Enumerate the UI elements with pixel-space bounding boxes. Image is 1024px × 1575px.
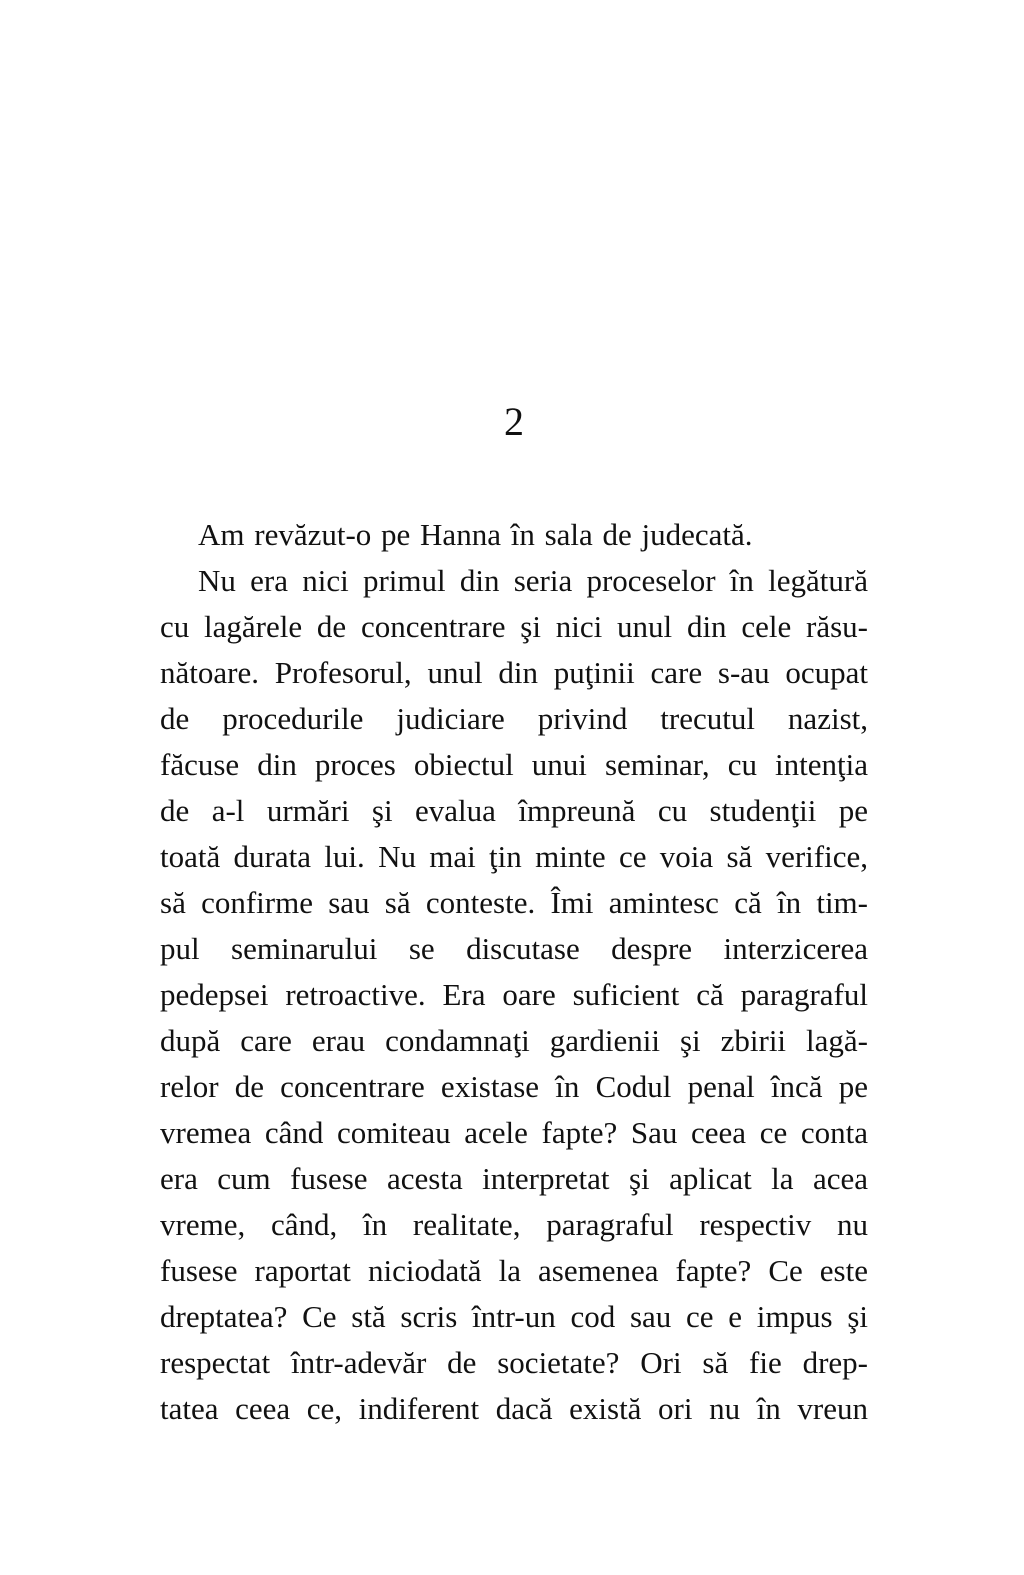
text-line: nătoare. Profesorul, unul din puţinii care s-au ocupat [160,655,868,690]
text-line: Am revăzut-o pe Hanna în sala de judecată. [198,517,753,552]
text-line: vreme, când, în realitate, paragraful respectiv nu [160,1207,868,1242]
text-line: să confirme sau să conteste. Îmi amintesc că în tim- [160,885,868,920]
text-line: făcuse din proces obiectul unui seminar, cu intenţia [160,747,868,782]
text-line: fusese raportat niciodată la asemenea fapte? Ce este [160,1253,868,1288]
text-line: era cum fusese acesta interpretat şi aplicat la acea [160,1161,868,1196]
text-line: relor de concentrare existase în Codul penal încă pe [160,1069,868,1104]
body-text-block [160,512,868,1432]
text-line: vremea când comiteau acele fapte? Sau ceea ce conta [160,1115,868,1150]
text-line: tatea ceea ce, indiferent dacă există ori nu în vreun [160,1391,868,1426]
text-line: de a-l urmări şi evalua împreună cu studenţii pe [160,793,868,828]
text-line: de procedurile judiciare privind trecutul nazist, [160,701,868,736]
text-line: pul seminarului se discutase despre interzicerea [160,931,868,966]
text-line: cu lagărele de concentrare şi nici unul din cele răsu- [160,609,868,644]
text-line: toată durata lui. Nu mai ţin minte ce voia să verifice, [160,839,868,874]
text-line: după care erau condamnaţi gardienii şi zbirii lagă- [160,1023,868,1058]
chapter-number-heading: 2 [504,399,524,444]
text-line: pedepsei retroactive. Era oare suficient că paragraful [160,977,868,1012]
text-line: dreptatea? Ce stă scris într-un cod sau ce e impus şi [160,1299,868,1334]
text-line: Nu era nici primul din seria proceselor în legătură [198,563,868,598]
text-line: respectat într-adevăr de societate? Ori să fie drep- [160,1345,868,1380]
